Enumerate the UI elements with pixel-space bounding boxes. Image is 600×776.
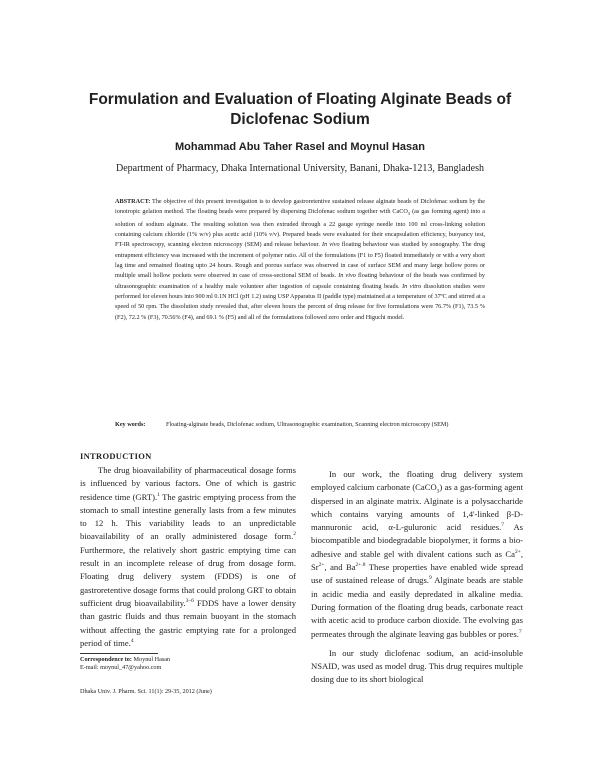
- intro-paragraph-3: In our study diclofenac sodium, an acid-insoluble NSAID, was used as model drug. This drug requires multiple dosing due to its short biological: [311, 647, 523, 685]
- ref-1: 1: [157, 491, 160, 498]
- ref-8: .8: [361, 562, 366, 569]
- intro-text-c: Furthermore, the relatively short gastric emptying time can result in an incomplete release of drug from dosage form. Floating drug delivery system (FDDS) is one of gastroretentive dosage forms that could prolong GRT to obtain sufficient drug bioavailability.: [80, 544, 296, 608]
- paper-title-line-1: Formulation and Evaluation of Floating Alginate Beads of: [88, 91, 512, 108]
- abstract-in-vitro: In vitro: [402, 282, 422, 290]
- correspondence-name: Moynul Hasan: [131, 656, 171, 663]
- intro-right-text-d: , Sr: [311, 548, 523, 573]
- ref-3-6: 3–6: [185, 598, 194, 605]
- intro-text-a: The drug bioavailability of pharmaceutical dosage forms is influenced by various factors. One of which is gastric residence time (GRT).: [80, 465, 296, 502]
- journal-reference: Dhaka Univ. J. Pharm. Sci. 11(1): 29-35, 2012 (June): [80, 688, 212, 695]
- intro-right-text-b: ) as a gas-forming agent dispersed in an alginate matrix. Alginate is a polysaccharide which contains varying amounts of 1,4'-linked β-D-mannuronic acid, α-L-guluronic acid residues.: [311, 482, 523, 533]
- ref-7b: 7: [518, 628, 522, 635]
- abstract-label: ABSTRACT:: [115, 198, 151, 205]
- ref-7: 7: [501, 522, 504, 529]
- ref-9: 9: [428, 575, 432, 582]
- correspondence-line: [80, 656, 170, 664]
- correspondence-email: E-mail: moynul_47@yahoo.com: [80, 664, 162, 671]
- sup-ba: 2+: [355, 562, 362, 569]
- sup-ca: 2+: [514, 548, 521, 555]
- keywords-label: Key words:: [115, 421, 146, 428]
- left-column: [80, 464, 296, 650]
- paper-affiliation: Department of Pharmacy, Dhaka International University, Banani, Dhaka-1213, Bangladesh: [115, 163, 485, 174]
- intro-right-text-a: In our work, the floating drug delivery system employed calcium carbonate (CaCO: [311, 469, 523, 493]
- abstract-text-3: floating behaviour was studied by sonography. The drug entrapment efficiency was increased with the increment of polymer ratio. All of the formulations (F1 to F5) floated immediately or with a very short lag time and remained floating upto 24 hours. Rough and porous surface was observed in case of surface SEM and many large hollow pores or multiple small hollow pockets were observed in case of cross-sectional SEM of beads.: [115, 241, 485, 280]
- ref-2: 2: [293, 531, 296, 538]
- paper-title-line-2: Diclofenac Sodium: [230, 111, 370, 128]
- abstract-text-5: dissolution studies were performed for eleven hours into 900 ml 0.1N HCl (pH 1.2) using USP Apparatus II (paddle type) maintained at a temperature of 37ºC and stirred at a speed of 50 rpm. The dissolution study revealed that, after eleven hours the percent of drug release for five formulations were 76.7% (F1), 73.5 % (F2), 72.2 % (F3), 70.56% (F4), and 69.1 % (F5) and all of the formulations followed zero order and Higuchi model.: [115, 282, 485, 321]
- abstract-text-1: The objective of this present investigation is to develop gastroretentive sustained release alginate beads of Diclofenac sodium by the ionotropic gelation method. The floating beads were prepared by dispersing Diclofenac sodium together with CaCO: [115, 198, 486, 216]
- abstract-text-4: floating behaviour of the beads was confirmed by ultrasonographic examination of a healthy male volunteer after ingestion of capsule containing floating beads.: [115, 272, 485, 290]
- correspondence-label: Correspondence to:: [80, 656, 132, 663]
- keywords-text: Floating-alginate beads, Diclofenac sodium, Ultrasonographic examination, Scanning electron microscopy (SEM): [166, 421, 449, 428]
- intro-right-text-e: , and Ba: [324, 562, 356, 573]
- intro-right-text-g: Alginate beads are stable in acidic media and easily depredated in alkaline media. During formation of the floating drug beads, carbonate react with acetic acid to produce carbon dioxide. The evolving gas permeates through the alginate leaving gas bubbles or pores.: [311, 575, 523, 639]
- paper-title: [60, 90, 540, 130]
- abstract-subscript-3: 3: [407, 211, 411, 217]
- keywords: [115, 420, 485, 430]
- intro-text-d: FDDS have a lower density than gastric fluids and thus remain buoyant in the stomach without affecting the gastric emptying rate for a prolonged period of time.: [80, 597, 296, 648]
- right-column: [311, 468, 523, 687]
- abstract: [115, 197, 485, 323]
- paper-authors: Mohammad Abu Taher Rasel and Moynul Hasan: [175, 141, 425, 153]
- intro-right-text-c: As biocompatible and biodegradable biopolymer, it forms a bio-adhesive and stable gel with divalent cations such as Ca: [311, 522, 523, 559]
- intro-text-b: The gastric emptying process from the stomach to small intestine generally lasts from a few minutes to 12 h. This variability leads to an unpredictable bioavailability of an orally administered dosage form.: [80, 491, 296, 542]
- sup-sr: 2+: [318, 562, 325, 569]
- footnote: [80, 656, 170, 672]
- section-heading-introduction: INTRODUCTION: [80, 451, 152, 461]
- abstract-in-vivo-1: In vivo: [322, 241, 340, 249]
- abstract-in-vivo-2: In vivo: [338, 272, 356, 280]
- intro-paragraph-2: [311, 468, 523, 641]
- subscript-3: 3: [436, 489, 440, 496]
- abstract-text-2: (as gas forming agent) into a solution of sodium alginate. The resulting solution was then extruded through a 22 gauge syringe needle into 100 ml cross-linking solution containing calcium chloride (1% w/v) plus acetic acid (10% v/v). Prepared beads were evaluated for their encapsulation efficiency, buoyancy test, FT-IR spectroscopy, scanning electron microscopy (SEM) and release behaviour.: [115, 208, 485, 249]
- footnote-rule: [80, 653, 158, 654]
- intro-paragraph-1: [80, 464, 296, 650]
- intro-right-text-f: These properties have enabled wide spread use of sustained release of drugs.: [311, 562, 523, 586]
- ref-4: 4: [130, 638, 134, 644]
